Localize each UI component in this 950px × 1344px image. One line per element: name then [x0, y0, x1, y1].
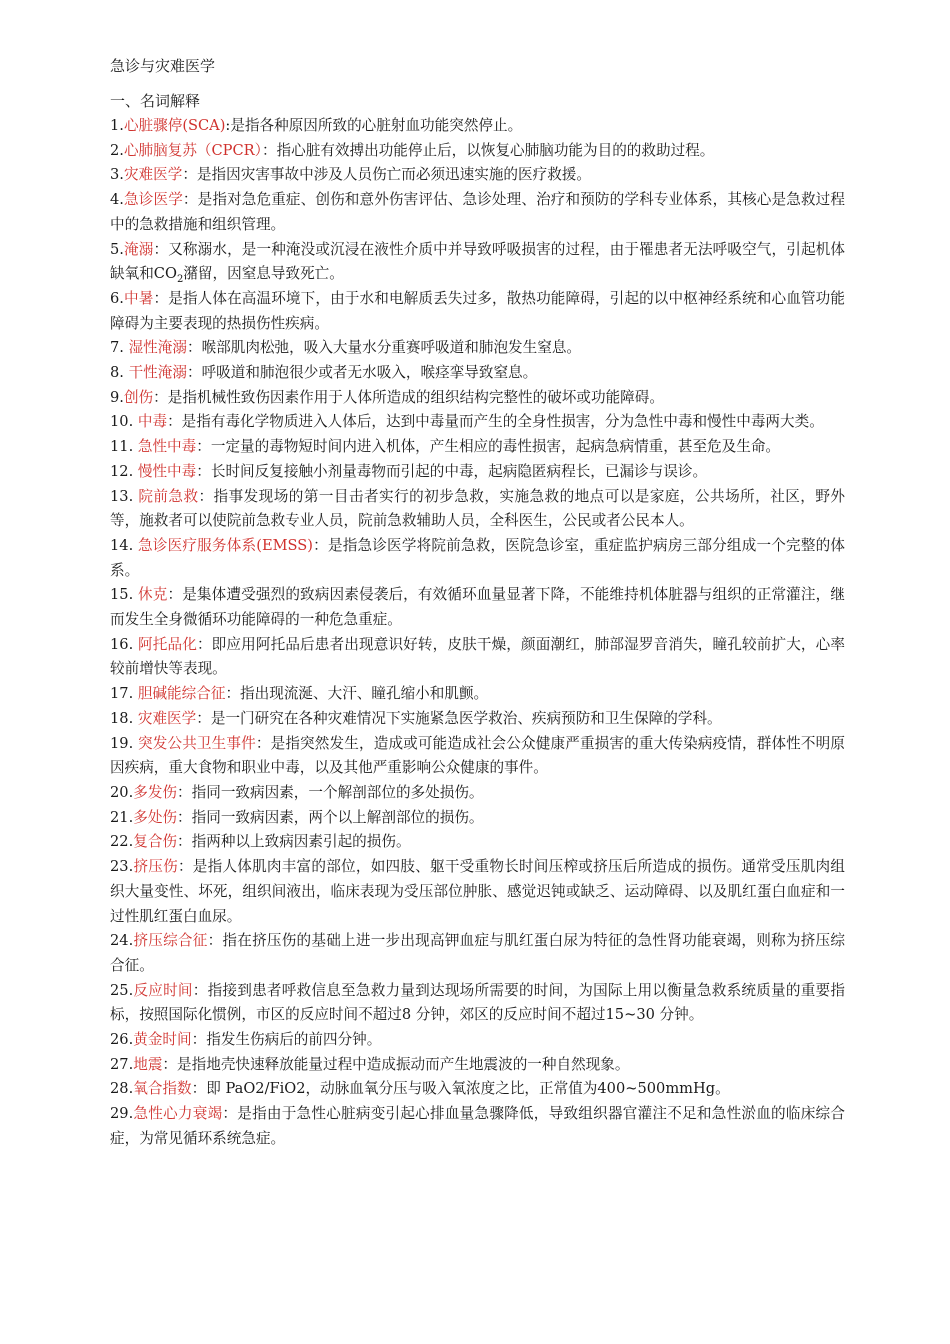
glossary-entry [110, 929, 845, 978]
formula-base: CO [153, 265, 177, 283]
entry-separator: ： [167, 413, 182, 431]
entry-separator: ： [196, 462, 211, 480]
entry-number: 17. [110, 685, 138, 703]
entry-definition: 指同一致病因素，一个解剖部位的多处损伤。 [191, 783, 484, 801]
entry-term: 慢性中毒 [137, 462, 197, 480]
entry-separator: ： [261, 141, 277, 159]
entry-term: 挤压综合征 [133, 932, 208, 950]
entry-term: 阿托品化 [138, 635, 197, 653]
entry-separator: ： [177, 808, 192, 826]
entry-definition: 指发生伤病后的前四分钟。 [206, 1031, 382, 1049]
entry-separator: ： [196, 709, 211, 727]
entry-separator: ： [167, 586, 183, 604]
entry-definition: 是指有毒化学物质进入人体后，达到中毒量而产生的全身性损害，分为急性中毒和慢性中毒两大类。 [181, 413, 824, 431]
glossary-entry [110, 707, 845, 732]
entry-term: 灾难医学 [123, 166, 183, 184]
glossary-entry [110, 633, 845, 682]
entry-number: 20. [110, 783, 134, 801]
glossary-entry [110, 188, 845, 237]
entry-definition: 是指因灾害事故中涉及人员伤亡而必须迅速实施的医疗救援。 [196, 166, 591, 184]
glossary-entry [110, 781, 845, 806]
entry-definition: 长时间反复接触小剂量毒物而引起的中毒，起病隐匿病程长，已漏诊与误诊。 [210, 462, 708, 480]
entry-term: 灾难医学 [137, 709, 197, 727]
entry-term: 心肺脑复苏（CPCR） [123, 141, 262, 159]
entry-number: 19. [110, 734, 138, 752]
entry-number: 23. [110, 858, 134, 876]
entry-definition: 即应用阿托品后患者出现意识好转，皮肤干燥，颜面潮红，肺部湿罗音消失，瞳孔较前扩大，心率较前增快等表现。 [110, 635, 845, 678]
entry-definition: 是指机械性致伤因素作用于人体所造成的组织结构完整性的破坏或功能障碍。 [167, 388, 664, 406]
entry-separator: ： [255, 734, 271, 752]
glossary-entry [110, 435, 845, 460]
entry-term: 心脏骤停(SCA) [123, 117, 226, 134]
entry-definition: 指心脏有效搏出功能停止后，以恢复心肺脑功能为目的的救助过程。 [276, 141, 715, 159]
entry-term: 创伤 [123, 388, 154, 406]
entry-number: 5. [110, 240, 124, 258]
glossary-entry [110, 1028, 845, 1053]
entry-term: 急性心力衰竭 [133, 1105, 223, 1123]
entry-number: 3. [110, 166, 124, 184]
glossary-entry [110, 1102, 845, 1151]
glossary-entry [110, 485, 845, 534]
entry-term: 中暑 [123, 289, 154, 307]
entry-term: 院前急救 [138, 487, 199, 505]
document-title: 急诊与灾难医学 [110, 57, 216, 75]
entry-separator: ： [222, 1105, 238, 1123]
glossary-entry [110, 682, 845, 707]
entry-term: 中毒 [137, 413, 168, 431]
glossary-entry [110, 1077, 845, 1102]
entry-term: 多发伤 [133, 783, 178, 801]
entry-definition: 一定量的毒物短时间内进入机体，产生相应的毒性损害，起病急病情重，甚至危及生命。 [210, 438, 781, 456]
entry-number: 27. [110, 1055, 134, 1073]
entry-separator: ： [198, 487, 214, 505]
entry-separator: ： [196, 635, 212, 653]
entry-definition: 是指地壳快速释放能量过程中造成振动而产生地震波的一种自然现象。 [177, 1055, 630, 1073]
glossary-entry [110, 287, 845, 336]
glossary-entry [110, 410, 845, 435]
section-heading: 一、名词解释 [110, 92, 201, 110]
entry-number: 24. [110, 932, 134, 950]
entry-separator: ： [191, 1031, 207, 1049]
entry-definition: 指出现流涎、大汗、瞳孔缩小和肌颤。 [240, 685, 489, 703]
entry-definition: 指两种以上致病因素引起的损伤。 [191, 833, 411, 851]
entry-separator: ： [192, 981, 208, 999]
entry-definition: 指事发现场的第一目击者实行的初步急救，实施急救的地点可以是家庭，公共场所，社区，野外等，施救者可以使院前急救专业人员，院前急救辅助人员，全科医生，公民或者公民本人。 [110, 487, 845, 530]
entry-number: 6. [110, 289, 124, 307]
entry-separator: ： [177, 833, 192, 851]
entry-definition-cont: 潴留，因窒息导致死亡。 [183, 265, 344, 283]
entry-definition: 指接到患者呼救信息至急救力量到达现场所需要的时间，为国际上用以衡量急救系统质量的重要指标，按照国际化惯例，市区的反应时间不超过8 分钟，郊区的反应时间不超过15~30 分钟。 [110, 981, 845, 1024]
entry-separator: ： [153, 388, 168, 406]
entry-definition: 即 PaO2/FiO2，动脉血氧分压与吸入氧浓度之比，正常值为400~500mmHg。 [206, 1080, 730, 1098]
entry-number: 2. [110, 141, 124, 159]
entry-number: 16. [110, 635, 138, 653]
entry-term: 急诊医疗服务体系(EMSS) [138, 536, 313, 554]
entry-definition: 是指人体肌肉丰富的部位，如四肢、躯干受重物长时间压榨或挤压后所造成的损伤。通常受压肌肉组织大量变性、坏死，组织间液出，临床表现为受压部位肿胀、感觉迟钝或缺乏、运动障碍、以及肌红蛋白血症和一过性肌红蛋白血尿。 [110, 858, 845, 925]
glossary-entry [110, 139, 845, 164]
entry-term: 湿性淹溺 [128, 339, 187, 357]
entry-number: 10. [110, 413, 138, 431]
entry-number: 7. [110, 339, 129, 357]
entry-number: 11. [110, 438, 138, 456]
entry-definition: 喉部肌肉松弛，吸入大量水分重赛呼吸道和肺泡发生窒息。 [201, 339, 582, 357]
entry-definition: 又称溺水，是一种淹没或沉浸在液性介质中并导致呼吸损害的过程，由于罹患者无法呼吸空气，引起机体缺氧和 [110, 240, 845, 283]
entry-term: 淹溺 [123, 240, 154, 258]
entry-separator: ： [186, 339, 202, 357]
entry-separator: ： [312, 536, 328, 554]
entry-term: 多处伤 [133, 808, 178, 826]
entry-definition: 是指各种原因所致的心脏射血功能突然停止。 [230, 117, 523, 134]
entry-number: 1. [110, 117, 124, 134]
glossary-entry [110, 163, 845, 188]
entry-number: 13. [110, 487, 139, 505]
entry-number: 26. [110, 1031, 134, 1049]
entry-number: 12. [110, 462, 138, 480]
glossary-entry [110, 238, 845, 287]
entry-separator: ： [182, 166, 197, 184]
entry-number: 22. [110, 833, 134, 851]
entry-term: 黄金时间 [133, 1031, 192, 1049]
glossary-entry [110, 361, 845, 386]
entry-separator: ： [153, 240, 169, 258]
entry-term: 急诊医学 [123, 191, 183, 209]
entry-number: 8. [110, 364, 129, 382]
entry-definition: 指同一致病因素，两个以上解剖部位的损伤。 [191, 808, 484, 826]
entry-separator: ： [177, 858, 193, 876]
entry-separator: ： [153, 289, 169, 307]
glossary-entry [110, 583, 845, 632]
entry-term: 反应时间 [133, 981, 193, 999]
glossary-entry [110, 806, 845, 831]
entry-number: 9. [110, 388, 124, 406]
glossary-entry [110, 830, 845, 855]
glossary-entry [110, 979, 845, 1028]
entry-number: 21. [110, 808, 134, 826]
entry-definition: 呼吸道和肺泡很少或者无水吸入，喉痉挛导致窒息。 [201, 364, 538, 382]
entry-definition: 指在挤压伤的基础上进一步出现高钾血症与肌红蛋白尿为特征的急性肾功能衰竭，则称为挤压综合征。 [110, 932, 845, 974]
entry-definition: 是一门研究在各种灾难情况下实施紧急医学救治、疾病预防和卫生保障的学科。 [210, 709, 722, 727]
entry-separator: ： [186, 364, 202, 382]
entry-definition: 是指由于急性心脏病变引起心排血量急骤降低，导致组织器官灌注不足和急性淤血的临床综合症，为常见循环系统急症。 [110, 1105, 845, 1147]
entry-number: 25. [110, 981, 134, 999]
entry-separator: ： [196, 438, 211, 456]
entry-number: 14. [110, 536, 139, 554]
entry-definition: 是指突然发生，造成或可能造成社会公众健康严重损害的重大传染病疫情，群体性不明原因疾病，重大食物和职业中毒，以及其他严重影响公众健康的事件。 [110, 734, 845, 777]
entry-term: 挤压伤 [133, 858, 178, 876]
entry-term: 急性中毒 [137, 438, 197, 456]
glossary-entry [110, 114, 845, 139]
glossary-entry [110, 534, 845, 583]
entry-term: 干性淹溺 [128, 364, 187, 382]
entry-definition: 是集体遭受强烈的致病因素侵袭后，有效循环血量显著下降，不能维持机体脏器与组织的正常灌注，继而发生全身微循环功能障碍的一种危急重症。 [110, 586, 845, 629]
entry-term: 胆碱能综合征 [137, 685, 226, 703]
entry-separator: ： [182, 191, 198, 209]
entry-separator: ： [207, 932, 223, 950]
entry-number: 4. [110, 191, 124, 209]
glossary-entry [110, 1053, 845, 1078]
entry-separator: : [225, 117, 231, 134]
entry-term: 突发公共卫生事件 [138, 734, 256, 752]
entry-separator: ： [177, 783, 192, 801]
entry-definition: 是指急诊医学将院前急救，医院急诊室，重症监护病房三部分组成一个完整的体系。 [110, 536, 845, 579]
entry-definition: 是指人体在高温环境下，由于水和电解质丢失过多，散热功能障碍，引起的以中枢神经系统和心血管功能障碍为主要表现的热损伤性疾病。 [110, 289, 845, 332]
entry-number: 28. [110, 1080, 134, 1098]
glossary-entry [110, 336, 845, 361]
glossary-entry [110, 732, 845, 781]
entry-term: 氧合指数 [133, 1080, 192, 1098]
entry-separator: ： [162, 1055, 178, 1073]
entry-separator: ： [191, 1080, 207, 1098]
entry-separator: ： [225, 685, 241, 703]
entry-term: 休克 [138, 586, 168, 604]
glossary-entry [110, 855, 845, 929]
glossary-entry [110, 386, 845, 411]
entry-definition: 是指对急危重症、创伤和意外伤害评估、急诊处理、治疗和预防的学科专业体系，其核心是急救过程中的急救措施和组织管理。 [110, 191, 845, 233]
entry-number: 29. [110, 1105, 134, 1123]
glossary-entry [110, 460, 845, 485]
entry-number: 18. [110, 709, 138, 727]
formula-subscript: 2 [176, 274, 184, 286]
entry-term: 地震 [133, 1055, 163, 1073]
glossary-list [110, 114, 845, 1152]
entry-number: 15. [110, 586, 138, 604]
entry-term: 复合伤 [133, 833, 178, 851]
